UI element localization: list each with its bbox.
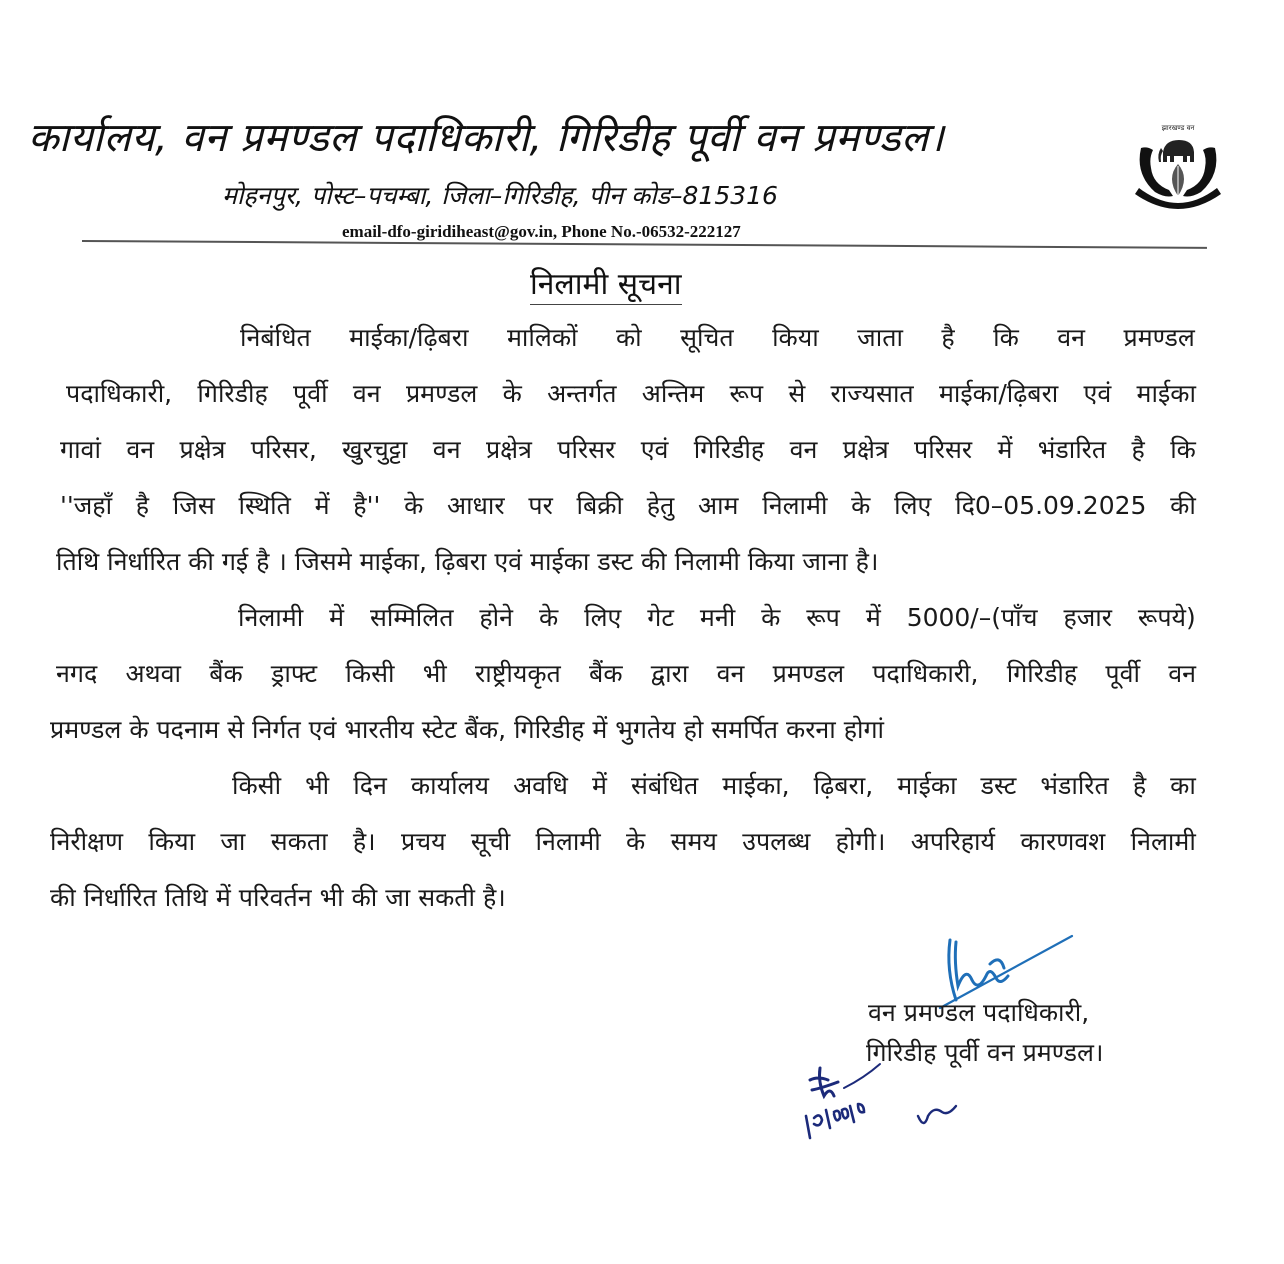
paragraph-1-line-1 — [240, 320, 1195, 354]
word: होने — [479, 603, 514, 632]
line-text: प्रमण्डल के पदनाम से निर्गत एवं भारतीय स्टेट बैंक, गिरिडीह में भुगतेय हो समर्पित करना होगां — [50, 715, 885, 744]
word: माईका/ढ़िबरा — [938, 379, 1059, 408]
word: सम्मिलित — [370, 603, 454, 632]
word: है — [1131, 435, 1145, 464]
word: है — [941, 323, 955, 352]
word: भंडारित — [1037, 435, 1107, 464]
word: निलामी — [535, 827, 601, 856]
word: प्रचय — [400, 827, 446, 856]
word: किसी — [345, 659, 395, 688]
word: जाता — [857, 323, 903, 352]
word: प्रमण्डल — [772, 659, 845, 688]
word: है — [135, 491, 150, 520]
paragraph-3-line-3 — [50, 880, 516, 914]
word: परिसर — [914, 435, 973, 464]
word: माईका — [1136, 379, 1196, 408]
word: कि — [1170, 435, 1196, 464]
word: पूर्वी — [1105, 659, 1140, 688]
word: माईका — [897, 771, 957, 800]
word: ढ़िबरा, — [813, 771, 874, 800]
word: ''जहाँ — [60, 491, 113, 520]
word: प्रमण्डल — [1123, 323, 1195, 352]
word: कार्यालय — [410, 771, 490, 800]
word: बैंक — [589, 659, 623, 688]
word: मालिकों — [506, 323, 578, 352]
word: के — [538, 603, 559, 632]
word: है'' — [353, 491, 381, 520]
word: संबंधित — [630, 771, 699, 800]
word: माईका, — [722, 771, 790, 800]
paragraph-1-line-3 — [60, 432, 1196, 466]
word: रूप — [806, 603, 840, 632]
word: वन — [1057, 323, 1086, 352]
word: बिक्री — [576, 491, 623, 520]
word: वन — [716, 659, 745, 688]
word: अवधि — [513, 771, 568, 800]
word: के — [502, 379, 522, 408]
word: के — [404, 491, 424, 520]
paragraph-1-line-2 — [66, 376, 1196, 410]
word: वन — [1168, 659, 1196, 688]
word: रूपये) — [1137, 603, 1196, 632]
office-contact: email-dfo-giridiheast@gov.in, Phone No.-06532-222127 — [342, 222, 741, 241]
word: किया — [148, 827, 196, 856]
line-text — [56, 656, 1196, 690]
word: लिए — [894, 491, 932, 520]
word: पर — [528, 491, 553, 520]
initials-and-date-handwriting-icon — [800, 1050, 960, 1150]
paragraph-3-line-2 — [50, 824, 1196, 858]
office-title-part2: पदाधिकारी, — [369, 115, 543, 161]
word: गिरिडीह — [197, 379, 268, 408]
line-text: तिथि निर्धारित की गई है । जिसमे माईका, ढ़िबरा एवं माईका डस्ट की निलामी किया जाना है। — [56, 547, 879, 576]
word: में — [865, 603, 881, 632]
word: के — [626, 827, 646, 856]
word: रूप — [729, 379, 764, 408]
line-text — [232, 768, 1196, 802]
word: प्रक्षेत्र — [179, 435, 226, 464]
word: के — [851, 491, 871, 520]
word: गिरिडीह — [693, 435, 765, 464]
word: होगी। — [835, 827, 886, 856]
word: अपरिहार्य — [910, 827, 996, 856]
office-title-part1: कार्यालय, वन प्रमण्डल — [28, 115, 370, 161]
word: वन — [126, 435, 155, 464]
word: है — [1132, 771, 1147, 800]
paragraph-1-line-4 — [60, 488, 1196, 522]
word: अन्तर्गत — [547, 379, 617, 408]
paragraph-1-line-5 — [56, 544, 888, 578]
word: भी — [305, 771, 330, 800]
word: दि0–05.09.2025 — [955, 491, 1147, 520]
word: अथवा — [125, 659, 181, 688]
word: निरीक्षण — [50, 827, 124, 856]
word: डस्ट — [980, 771, 1017, 800]
word: वन — [789, 435, 818, 464]
line-text — [66, 376, 1196, 410]
word: को — [615, 323, 642, 352]
word: नगद — [56, 659, 98, 688]
notice-title: निलामी सूचना — [530, 262, 682, 305]
word: जिस — [172, 491, 215, 520]
word: से — [788, 379, 806, 408]
word: किसी — [232, 771, 282, 800]
word: अन्तिम — [641, 379, 705, 408]
word: दिन — [353, 771, 387, 800]
word: परिसर — [557, 435, 616, 464]
word: निलामी — [762, 491, 828, 520]
paragraph-2-line-2 — [56, 656, 1196, 690]
word: आधार — [447, 491, 505, 520]
word: वन — [432, 435, 461, 464]
word: निलामी — [1130, 827, 1196, 856]
office-title — [28, 108, 944, 163]
word: राष्ट्रीयकृत — [475, 659, 561, 688]
word: पूर्वी — [293, 379, 328, 408]
word: वन — [352, 379, 381, 408]
word: एवं — [640, 435, 669, 464]
word: निलामी — [238, 603, 304, 632]
word: पदाधिकारी, — [872, 659, 979, 688]
word: में — [314, 491, 330, 520]
word: माईका/ढ़िबरा — [349, 323, 469, 352]
word: बैंक — [209, 659, 243, 688]
word: में — [591, 771, 607, 800]
office-title-part3: गिरिडीह पूर्वी वन प्रमण्डल। — [542, 115, 945, 161]
word: सूचित — [680, 323, 734, 352]
signatory-designation: वन प्रमण्डल पदाधिकारी, — [868, 998, 1090, 1027]
word: गिरिडीह — [1006, 659, 1078, 688]
word: मनी — [699, 603, 736, 632]
office-address: मोहनपुर, पोस्ट–पचम्बा, जिला–गिरिडीह, पीन कोड–815316 — [222, 181, 778, 210]
word: लिए — [584, 603, 622, 632]
word: किया — [772, 323, 819, 352]
word: 5000/–(पाँच — [906, 603, 1038, 632]
word: हेतु — [646, 491, 675, 520]
word: की — [1170, 491, 1196, 520]
word: है। — [352, 827, 376, 856]
line-text: की निर्धारित तिथि में परिवर्तन भी की जा सकती है। — [50, 883, 506, 912]
word: गावां — [60, 435, 101, 464]
word: सकता — [270, 827, 328, 856]
word: आम — [697, 491, 739, 520]
word: में — [997, 435, 1013, 464]
word: राज्यसात — [830, 379, 914, 408]
word: गेट — [647, 603, 674, 632]
word: निबंधित — [240, 323, 311, 352]
line-text — [240, 320, 1195, 354]
word: भंडारित — [1040, 771, 1109, 800]
word: ड्राफ्ट — [270, 659, 318, 688]
line-text — [60, 432, 1196, 466]
line-text — [50, 824, 1196, 858]
word: कि — [993, 323, 1019, 352]
word: स्थिति — [238, 491, 291, 520]
word: सूची — [470, 827, 511, 856]
paragraph-2-line-1 — [238, 600, 1196, 634]
line-text — [238, 600, 1196, 634]
signatory-office: गिरिडीह पूर्वी वन प्रमण्डल। — [866, 1038, 1104, 1067]
word: खुरचुट्टा — [342, 435, 408, 464]
word: एवं — [1083, 379, 1112, 408]
word: के — [761, 603, 781, 632]
word: हजार — [1063, 603, 1112, 632]
word: उपलब्ध — [742, 827, 811, 856]
word: जा — [220, 827, 246, 856]
word: प्रमण्डल — [405, 379, 478, 408]
word: परिसर, — [250, 435, 317, 464]
word: कारणवश — [1020, 827, 1106, 856]
word: द्वारा — [650, 659, 689, 688]
word: पदाधिकारी, — [66, 379, 173, 408]
word: प्रक्षेत्र — [842, 435, 889, 464]
word: भी — [422, 659, 447, 688]
word: का — [1170, 771, 1196, 800]
paragraph-3-line-1 — [232, 768, 1196, 802]
word: प्रक्षेत्र — [485, 435, 532, 464]
paragraph-2-line-3 — [50, 712, 894, 746]
word: में — [329, 603, 345, 632]
word: समय — [670, 827, 717, 856]
line-text — [60, 488, 1196, 522]
forest-department-emblem-icon — [1133, 118, 1223, 210]
svg-text:झारखण्ड वन: झारखण्ड वन — [1161, 124, 1195, 132]
